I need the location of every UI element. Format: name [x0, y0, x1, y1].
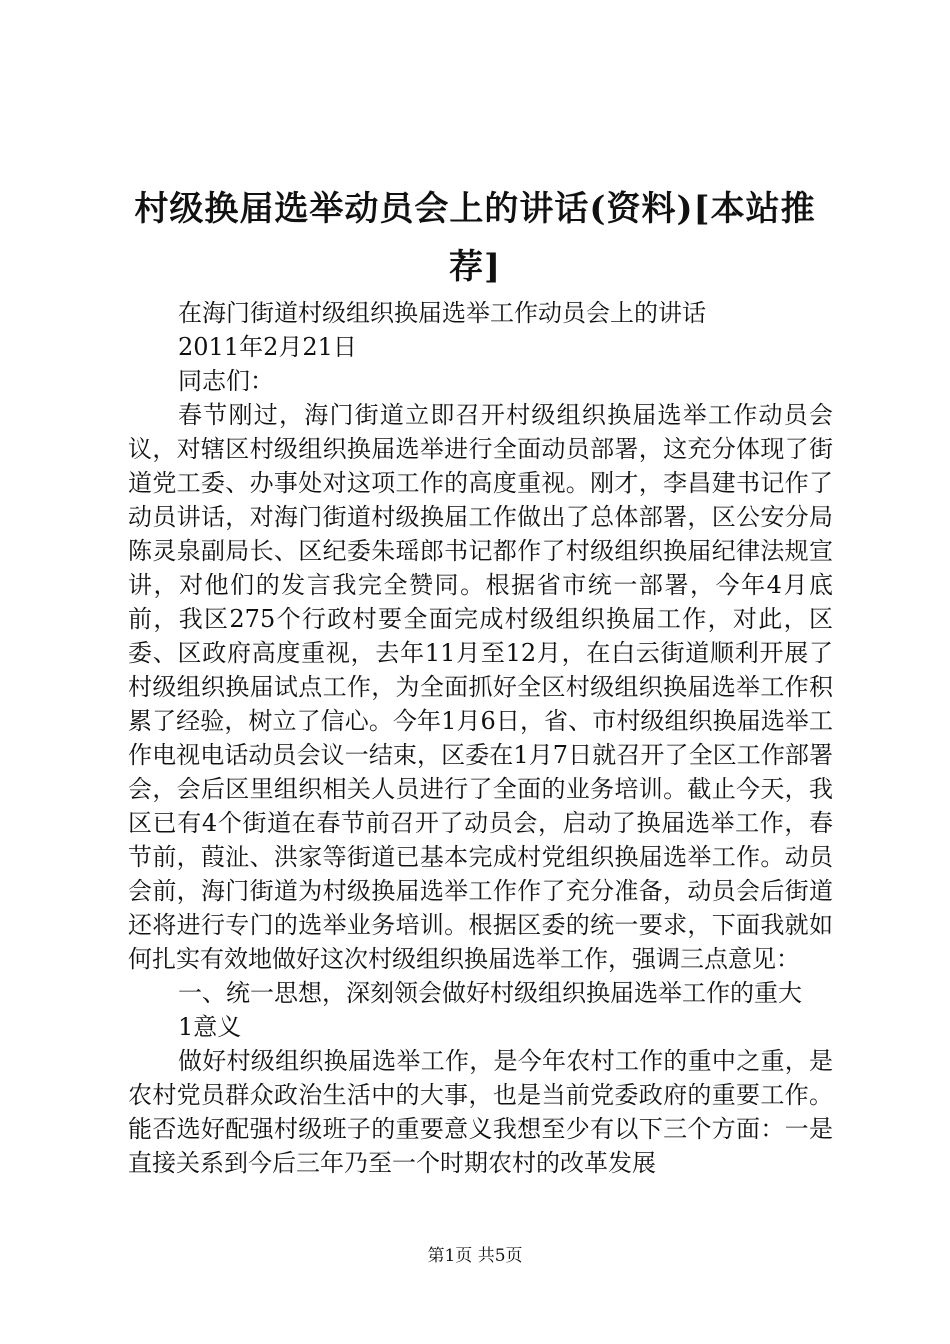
document-title: 村级换届选举动员会上的讲话(资料)[本站推荐] [134, 189, 816, 287]
paragraph-significance: 做好村级组织换届选举工作，是今年农村工作的重中之重，是农村党员群众政治生活中的大事，也是当前党委政府的重要工作。能否选好配强村级班子的重要意义我想至少有以下三个方面：一是直接关系到今后三年乃至一个时期农村的改革发展 [128, 1047, 833, 1177]
speech-date: 2011年2月21日 [178, 333, 357, 361]
salutation: 同志们： [178, 367, 274, 395]
page-number-footer: 第1页 共5页 [427, 1246, 523, 1266]
section-heading-1: 一、统一思想，深刻领会做好村级组织换届选举工作的重大 [178, 979, 802, 1007]
paragraph-intro: 春节刚过，海门街道立即召开村级组织换届选举工作动员会议，对辖区村级组织换届选举进行全面动员部署，这充分体现了街道党工委、办事处对这项工作的高度重视。刚才，李昌建书记作了动员讲话，对海门街道村级换届工作做出了总体部署，区公安分局陈灵泉副局长、区纪委朱瑶郎书记都作了村级组织换届纪律法规宣讲，对他们的发言我完全赞同。根据省市统一部署，今年4月底前，我区275个行政村要全面完成村级组织换届工作，对此，区委、区政府高度重视，去年11月至12月，在白云街道顺利开展了村级组织换届试点工作，为全面抓好全区村级组织换届选举工作积累了经验，树立了信心。今年1月6日，省、市村级组织换届选举工作电视电话动员会议一结束，区委在1月7日就召开了全区工作部署会，会后区里组织相关人员进行了全面的业务培训。截止今天，我区已有4个街道在春节前召开了动员会，启动了换届选举工作，春节前，葭沚、洪家等街道已基本完成村党组织换届选举工作。动员会前，海门街道为村级换届选举工作作了充分准备，动员会后街道还将进行专门的选举业务培训。根据区委的统一要求，下面我就如何扎实有效地做好这次村级组织换届选举工作，强调三点意见： [128, 401, 833, 973]
section-heading-1-continued: 1意义 [178, 1013, 242, 1041]
speech-subtitle: 在海门街道村级组织换届选举工作动员会上的讲话 [178, 299, 706, 327]
document-body [128, 296, 833, 1180]
